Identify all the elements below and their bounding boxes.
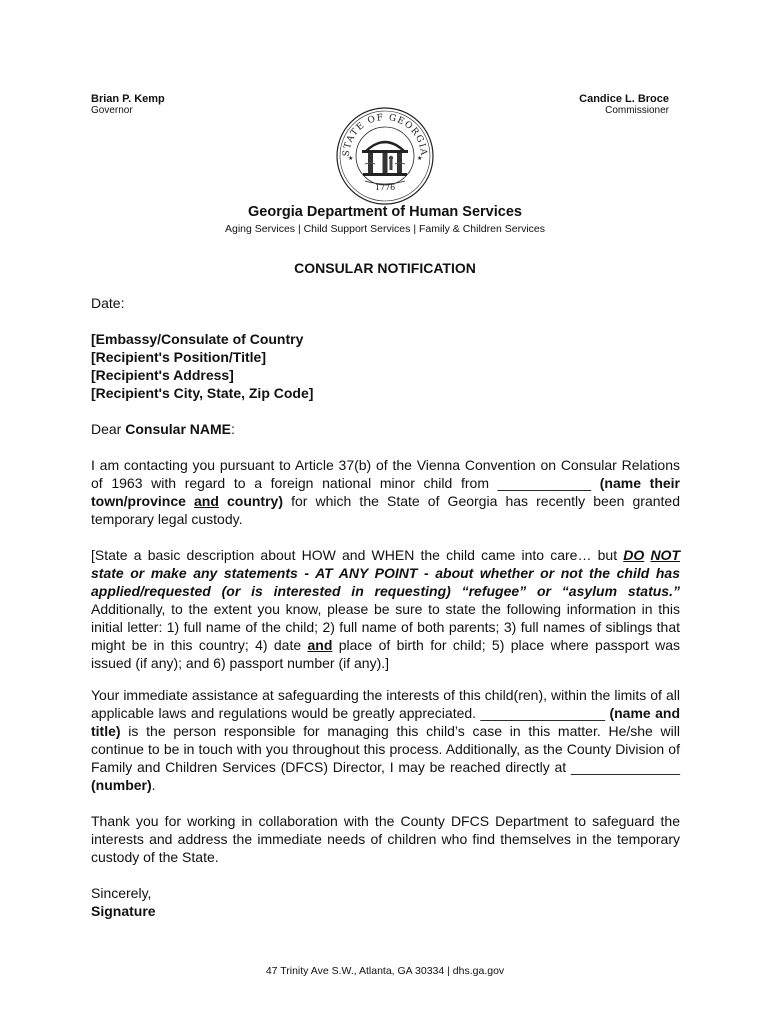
address-line: [Recipient's City, State, Zip Code] [91, 385, 314, 401]
paragraph-assistance [91, 686, 680, 794]
state-seal-icon [335, 106, 435, 206]
name-title-placeholder: (name and title) [91, 705, 680, 739]
paragraph-text: Your immediate assistance at safeguarding the interests of this child(ren), within the limits of all applicable laws and regulations would be greatly appreciated. ________________ [91, 687, 680, 721]
emphasis-do: DO [623, 547, 645, 563]
number-placeholder: (number) [91, 777, 152, 793]
address-line: [Recipient's Position/Title] [91, 349, 266, 365]
paragraph-instructions [91, 546, 680, 672]
address-line: [Embassy/Consulate of Country [91, 331, 304, 347]
emphasis-not: NOT [650, 547, 680, 563]
footer-address: 47 Trinity Ave S.W., Atlanta, GA 30334 | dhs.ga.gov [265, 965, 505, 977]
warning-text: state or make any statements - AT ANY POINT - about whether or not the child has applied/requested (or is interested in requesting) “refugee” or “asylum status.” [91, 565, 680, 599]
country-placeholder: country) [218, 493, 283, 509]
paragraph-text: place of birth for child; 5) place where passport was issued (if any); and 6) passport number (if any).] [91, 637, 681, 671]
closing: Sincerely, [91, 885, 152, 901]
date-line: Date: [91, 295, 125, 311]
paragraph-text: I am contacting you pursuant to Article 37(b) of the Vienna Convention on Consular Relations of 1963 with regard to a foreign national minor child from ____________ [91, 457, 680, 491]
governor-title: Governor [91, 105, 133, 116]
salutation-prefix: Dear [91, 421, 126, 437]
governor-name: Brian P. Kemp [91, 93, 165, 105]
paragraph-thanks: Thank you for working in collaboration with the County DFCS Department to safeguard the interests and address the immediate needs of children who find themselves in the temporary custody of the State. [91, 813, 680, 865]
paragraph-text: for which the State of Georgia has recently been granted temporary legal custody. [91, 493, 680, 527]
paragraph-text: is the person responsible for managing this child’s case in this matter. He/she will continue to be in touch with you throughout this process. Additionally, as the County Division of Family and Children Services (DFCS) Director, I may be reached directly at ______________ [91, 723, 680, 775]
salutation-suffix: : [231, 421, 235, 437]
commissioner-name: Candice L. Broce [579, 93, 669, 105]
agency-services: Aging Services | Child Support Services | Family & Children Services [225, 223, 545, 235]
paragraph-intro [91, 456, 680, 528]
emphasis-and: and [194, 493, 219, 509]
salutation [91, 420, 680, 438]
paragraph-text: [State a basic description about HOW and WHEN the child came into care… but [91, 547, 624, 563]
recipient-address [91, 330, 680, 402]
paragraph-text: Additionally, to the extent you know, please be sure to state the following information in this initial letter: 1) full name of the child; 2) full name of both parents; 3) full names of siblings that might be in this country; 4) date [91, 601, 680, 653]
seal-year: 1776 [374, 183, 396, 192]
commissioner-title: Commissioner [605, 105, 669, 116]
paragraph-text: . [151, 777, 156, 793]
emphasis-and: and [307, 637, 333, 653]
letter-title: CONSULAR NOTIFICATION [294, 260, 476, 276]
town-province-placeholder: (name their town/province [91, 475, 681, 509]
agency-name: Georgia Department of Human Services [248, 204, 522, 220]
svg-text:★: ★ [348, 155, 354, 162]
consular-name-placeholder: Consular NAME [125, 421, 232, 437]
svg-text:★: ★ [417, 155, 423, 162]
signature: Signature [91, 903, 156, 919]
seal-top-text: STATE OF GEORGIA [341, 112, 429, 157]
address-line: [Recipient's Address] [91, 367, 234, 383]
